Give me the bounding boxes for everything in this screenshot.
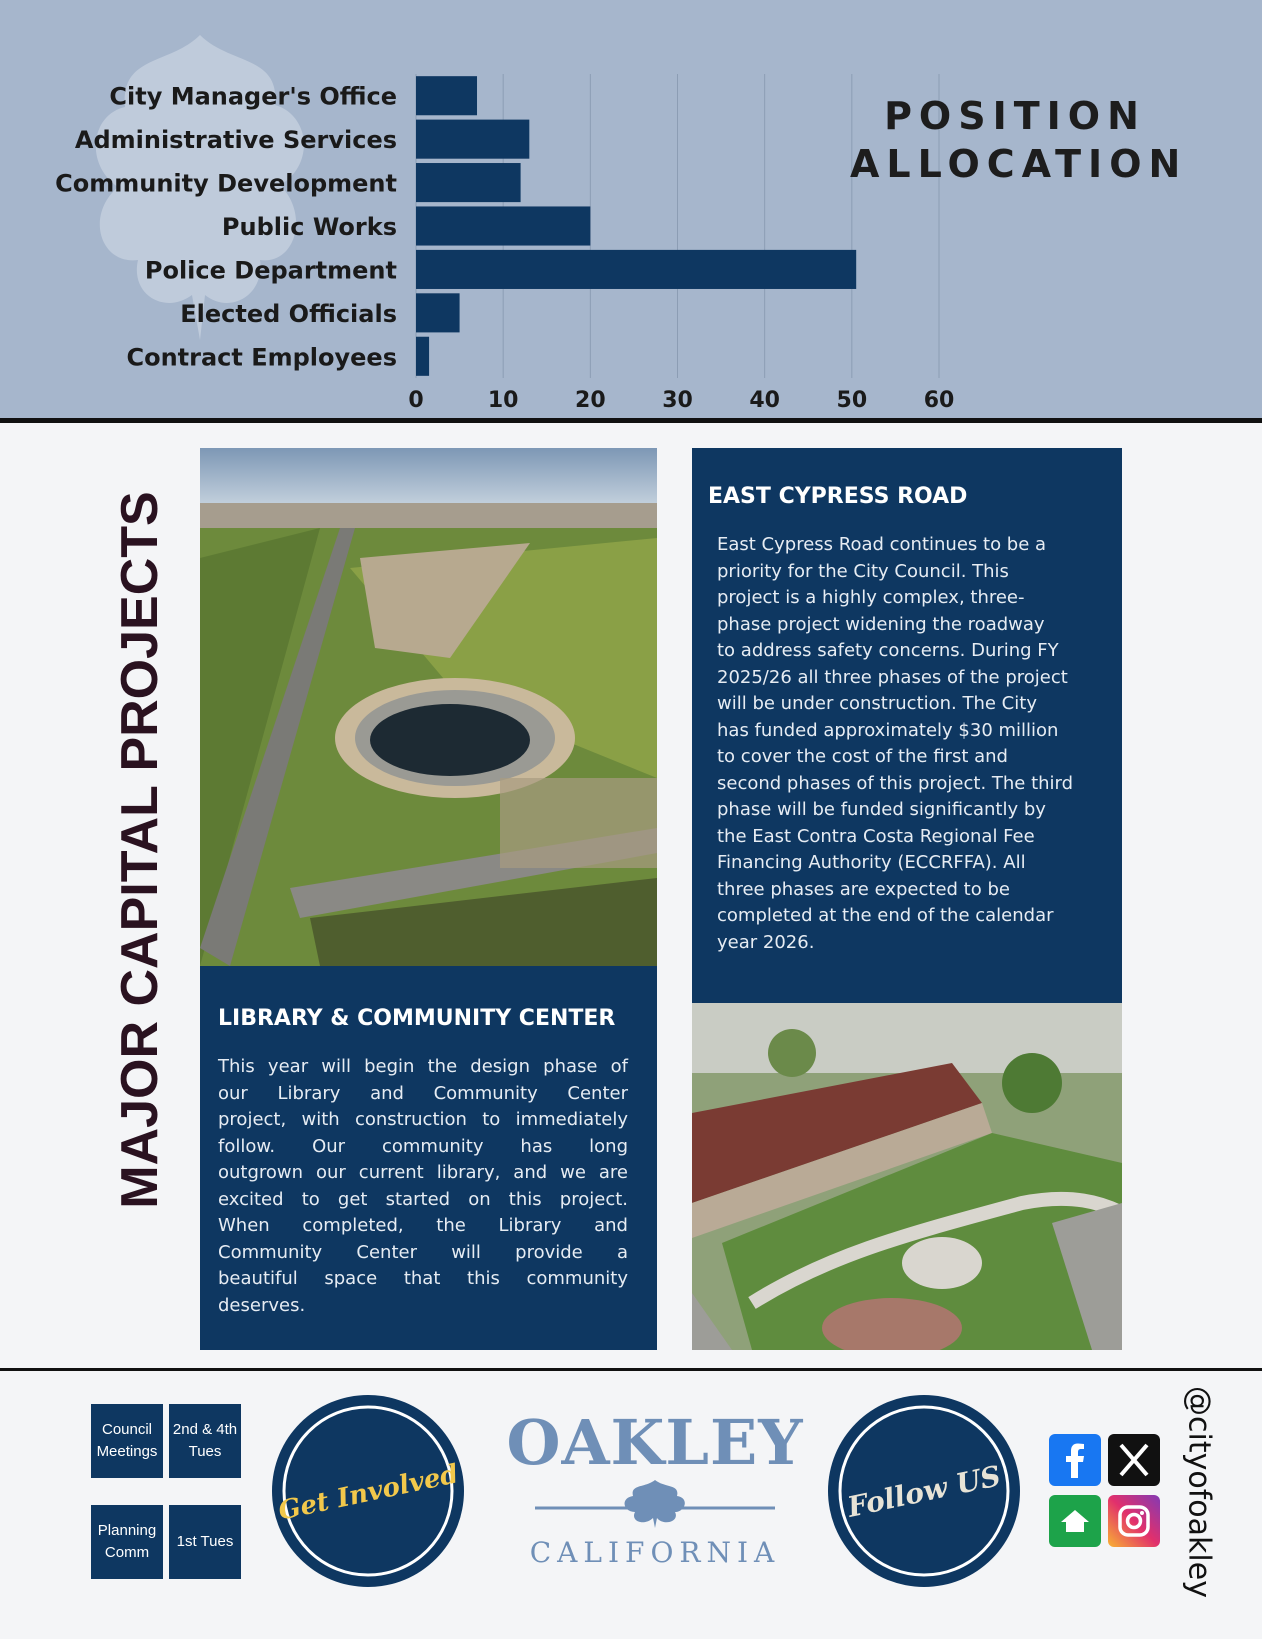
- bar: [416, 163, 521, 202]
- council-meetings-label: [91, 1404, 163, 1478]
- x-icon[interactable]: [1108, 1434, 1160, 1486]
- follow-us-badge[interactable]: [826, 1393, 1022, 1589]
- library-line: When completed, the Library and: [218, 1215, 628, 1236]
- bar: [416, 250, 856, 289]
- library-rendering-photo: [692, 1003, 1122, 1350]
- council-meetings-when: [169, 1404, 241, 1478]
- library-line: our Library and Community Center: [218, 1082, 628, 1104]
- get-involved-badge[interactable]: [270, 1393, 466, 1589]
- library-heading: LIBRARY & COMMUNITY CENTER: [218, 1006, 616, 1031]
- planning-when-text: 1st Tues: [176, 1533, 234, 1550]
- x-tick-label: 50: [836, 388, 868, 413]
- get-involved-text: Get Involved: [275, 1459, 462, 1527]
- planning-label-text: Planning Comm: [97, 1522, 157, 1561]
- east-cypress-line: Financing Authority (ECCRFFA). All: [717, 852, 1026, 873]
- library-line: project, with construction to immediately: [218, 1109, 628, 1130]
- library-line: This year will begin the design phase of: [218, 1056, 628, 1077]
- category-label: Elected Officials: [180, 299, 397, 328]
- east-cypress-line: East Cypress Road continues to be a: [717, 534, 1047, 555]
- bar: [416, 206, 590, 245]
- follow-us-text: Follow US: [844, 1459, 1004, 1524]
- bar: [416, 76, 477, 115]
- east-cypress-body: [717, 532, 1117, 956]
- bottom-divider: [0, 1368, 1262, 1371]
- x-tick-label: 0: [408, 388, 424, 413]
- bar: [416, 120, 529, 159]
- east-cypress-line: has funded approximately $30 million: [717, 719, 1059, 741]
- section-title: MAJOR CAPITAL PROJECTS: [111, 491, 169, 1209]
- section-title-vertical: [110, 491, 170, 1209]
- x-tick-label: 10: [487, 388, 519, 413]
- east-cypress-line: phase project widening the roadway: [717, 613, 1045, 635]
- facebook-icon[interactable]: [1049, 1434, 1101, 1486]
- library-body: [218, 1054, 628, 1319]
- east-cypress-panel: [692, 448, 1122, 1003]
- chart-title: [850, 92, 1188, 188]
- council-when-text: 2nd & 4th Tues: [172, 1421, 238, 1460]
- x-tick-label: 30: [662, 388, 693, 413]
- instagram-icon[interactable]: [1108, 1495, 1160, 1547]
- east-cypress-line: second phases of this project. The third: [717, 772, 1074, 794]
- east-cypress-line: the East Contra Costa Regional Fee: [717, 825, 1035, 847]
- east-cypress-aerial-photo: [200, 448, 657, 966]
- library-line: outgrown our current library, and we are: [218, 1162, 628, 1183]
- category-label: Administrative Services: [74, 126, 397, 155]
- east-cypress-line: project is a highly complex, three-: [717, 587, 1025, 608]
- category-label: Police Department: [144, 256, 397, 285]
- category-label: City Manager's Office: [109, 82, 397, 111]
- east-cypress-line: to cover the cost of the first and: [717, 746, 1008, 767]
- bar: [416, 293, 460, 332]
- logo-state: CALIFORNIA: [529, 1536, 781, 1569]
- library-line: Community Center will provide a: [218, 1241, 628, 1263]
- x-tick-label: 40: [749, 388, 780, 413]
- category-label: Contract Employees: [126, 343, 397, 372]
- oak-leaf-icon: [535, 1478, 775, 1528]
- category-label: Public Works: [221, 213, 397, 241]
- oakley-logo: [505, 1408, 805, 1569]
- chart-title-line-2: ALLOCATION: [850, 142, 1188, 186]
- east-cypress-line: will be under construction. The City: [717, 693, 1037, 714]
- logo-name: OAKLEY: [506, 1406, 804, 1479]
- nextdoor-icon[interactable]: [1049, 1495, 1101, 1547]
- east-cypress-line: to address safety concerns. During FY: [717, 640, 1059, 661]
- east-cypress-line: year 2026.: [717, 931, 815, 953]
- planning-comm-label: [91, 1505, 163, 1579]
- x-tick-label: 20: [575, 388, 606, 413]
- east-cypress-line: three phases are expected to be: [717, 878, 1010, 900]
- category-label: Community Development: [55, 169, 397, 198]
- library-line: follow. Our community has long: [218, 1135, 628, 1157]
- east-cypress-line: 2025/26 all three phases of the project: [717, 666, 1068, 688]
- east-cypress-line: priority for the City Council. This: [717, 560, 1009, 582]
- library-line: excited to get started on this project.: [218, 1188, 628, 1210]
- chart-band: [0, 0, 1262, 420]
- east-cypress-heading: EAST CYPRESS ROAD: [708, 484, 968, 509]
- library-panel: [200, 966, 657, 1350]
- social-handle-vertical: [1169, 1386, 1229, 1598]
- social-handle[interactable]: @cityofoakley: [1181, 1386, 1217, 1598]
- east-cypress-line: completed at the end of the calendar: [717, 905, 1054, 926]
- planning-comm-when: [169, 1505, 241, 1579]
- library-line: beautiful space that this community: [218, 1268, 628, 1289]
- top-divider: [0, 418, 1262, 423]
- council-label-text: Council Meetings: [96, 1421, 158, 1460]
- bar: [416, 337, 429, 376]
- position-allocation-chart: [0, 0, 1262, 420]
- library-line: deserves.: [218, 1294, 306, 1316]
- east-cypress-line: phase will be funded significantly by: [717, 799, 1046, 820]
- x-tick-label: 60: [923, 388, 955, 413]
- chart-title-line-1: POSITION: [884, 94, 1146, 138]
